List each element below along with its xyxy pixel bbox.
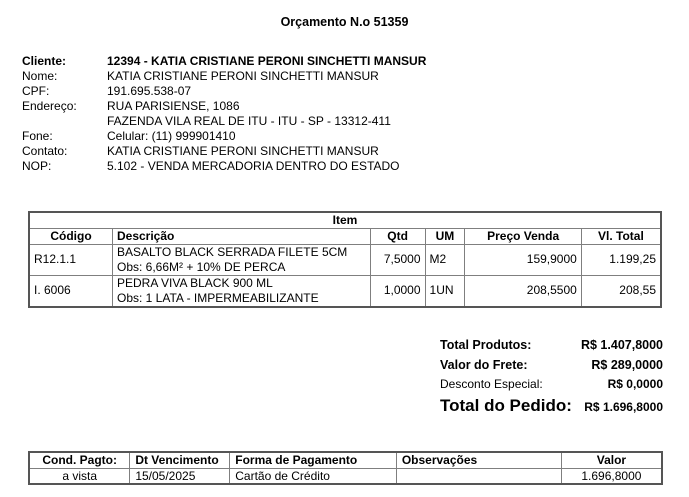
header-valor: Valor [561,452,662,468]
item-code: I. 6006 [29,275,112,307]
freight-value: R$ 289,0000 [591,358,663,372]
address-value: RUA PARISIENSE, 1086 [107,99,240,113]
item-price: 208,5500 [465,275,581,307]
cpf-label: CPF: [22,84,50,98]
client-row-nop [22,159,426,174]
phone-label: Fone: [22,129,53,143]
payment-cond: a vista [29,468,130,484]
client-row-nome [22,69,426,84]
header-observacoes: Observações [396,452,561,468]
freight-label: Valor do Frete: [440,358,528,372]
header-vl-total: Vl. Total [581,228,661,244]
header-qtd: Qtd [370,228,425,244]
items-header-row [29,228,661,244]
order-total-label: Total do Pedido: [440,396,572,415]
items-caption: Item [29,212,661,228]
totals-block [440,338,663,420]
item-description-text: PEDRA VIVA BLACK 900 ML [116,275,273,290]
total-products-row [440,338,663,358]
payment-due-date: 15/05/2025 [130,468,230,484]
phone-value: Celular: (11) 999901410 [107,129,236,143]
nop-label: NOP: [22,159,52,173]
items-caption-row [29,212,661,228]
address-2-value: FAZENDA VILA REAL DE ITU - ITU - SP - 13312-411 [107,114,391,128]
table-row [29,244,661,275]
item-um: 1UN [425,275,465,307]
header-codigo: Código [29,228,112,244]
item-total: 208,55 [581,275,661,307]
header-forma-pagamento: Forma de Pagamento [230,452,397,468]
client-value: 12394 - KATIA CRISTIANE PERONI SINCHETTI MANSUR [107,54,427,68]
payment-table [28,451,663,485]
total-products-value: R$ 1.407,8000 [580,338,663,352]
contact-label: Contato: [22,144,68,158]
order-total-value: R$ 1.696,8000 [584,400,663,414]
table-row [29,468,662,484]
address-label: Endereço: [22,99,77,113]
item-obs: Obs: 1 LATA - IMPERMEABILIZANTE [116,290,319,305]
header-descricao: Descrição [112,228,370,244]
client-label: Cliente: [22,54,67,68]
document-title: Orçamento N.o 51359 [280,15,409,29]
payment-method: Cartão de Crédito [230,468,397,484]
item-qty: 1,0000 [370,275,425,307]
item-total: 1.199,25 [581,244,661,275]
freight-row [440,358,663,377]
item-qty: 7,5000 [370,244,425,275]
address-2-label [22,114,107,129]
name-label: Nome: [22,69,58,83]
total-products-label: Total Produtos: [440,338,532,352]
payment-value: 1.696,8000 [561,468,662,484]
order-total-row [440,396,663,420]
client-row-endereco [22,99,426,114]
discount-label: Desconto Especial: [440,377,543,391]
client-row-endereco-2 [22,114,426,129]
item-description [112,244,370,275]
header-dt-vencimento: Dt Vencimento [130,452,230,468]
nop-value: 5.102 - VENDA MERCADORIA DENTRO DO ESTADO [107,159,400,173]
client-info [22,54,426,174]
contact-value: KATIA CRISTIANE PERONI SINCHETTI MANSUR [107,144,379,158]
discount-value: R$ 0,0000 [607,377,663,391]
item-price: 159,9000 [465,244,581,275]
cpf-value: 191.695.538-07 [107,84,192,98]
item-code: R12.1.1 [29,244,112,275]
header-cond-pagto: Cond. Pagto: [29,452,130,468]
header-preco-venda: Preço Venda [465,228,581,244]
client-row-cpf [22,84,426,99]
client-row-cliente [22,54,426,69]
client-row-fone [22,129,426,144]
item-description [112,275,370,307]
client-row-contato [22,144,426,159]
item-obs: Obs: 6,66M² + 10% DE PERCA [116,259,286,274]
payment-header-row [29,452,662,468]
table-row [29,275,661,307]
discount-row [440,377,663,396]
name-value: KATIA CRISTIANE PERONI SINCHETTI MANSUR [107,69,379,83]
items-table [28,211,662,308]
header-um: UM [425,228,465,244]
payment-obs [396,468,561,484]
item-description-text: BASALTO BLACK SERRADA FILETE 5CM [116,244,348,259]
item-um: M2 [425,244,465,275]
